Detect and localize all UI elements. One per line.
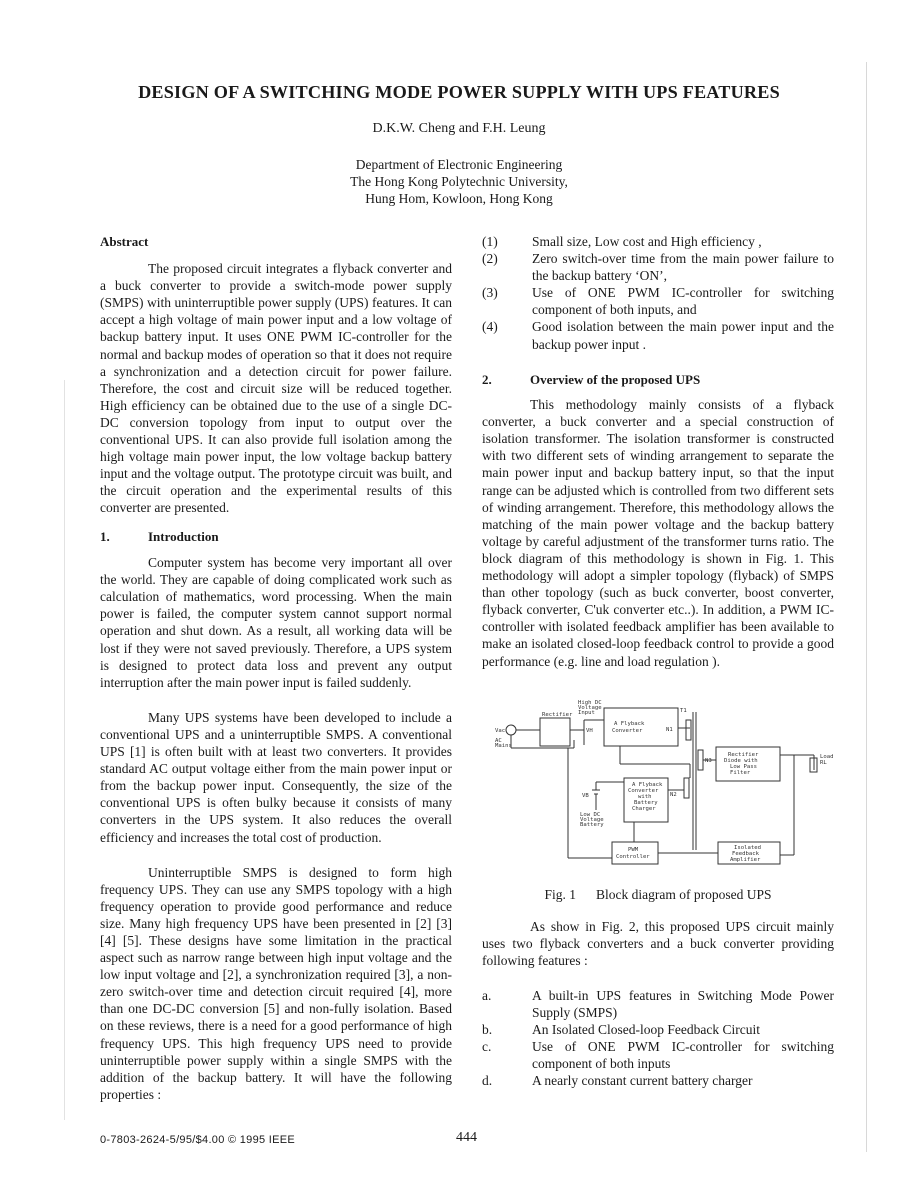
vac-label: Vac	[495, 728, 506, 734]
pwm-label: PWM	[628, 847, 639, 853]
flyback-top-label: A Flyback	[614, 721, 645, 727]
isolated-fb-label: Amplifier	[730, 857, 761, 863]
pwm-label: Controller	[616, 854, 650, 860]
high-dc-label: High DC	[578, 700, 602, 706]
flyback-bottom-label: Converter	[628, 788, 659, 794]
flyback-bottom-label: with	[638, 794, 652, 800]
vh-label: VH	[586, 728, 593, 734]
rectifier-label: Rectifier	[542, 712, 573, 718]
affiliation	[0, 156, 918, 207]
list-item-text: A nearly constant current battery charger	[532, 1073, 753, 1089]
ac-mains-label: AC	[495, 738, 502, 744]
list-item-text: A built-in UPS features in Switching Mode Power Supply (SMPS)	[532, 988, 834, 1021]
figure-caption	[482, 887, 834, 903]
n1-label: N1	[666, 727, 673, 733]
introduction-section	[100, 528, 452, 1103]
paragraph: This methodology mainly consists of a flyback converter, a buck converter and a special construction of isolation transformer. The isolation transformer is constructed with two different sets of winding arrangement to separate the main power input and backup battery input, so that the input range can be adjusted which is controlled from two different sets of winding arrangement. Therefore, this methodology allows the matching of the main power voltage and the backup battery voltage by careful adjustment of the transformer turns ratio. The block diagram of this methodology is shown in Fig. 1. This methodology will adopt a simpler topology (flyback) of SMPS than other topology (such as buck converter, boost converter, flyback converter, C'uk converter etc..). In addition, a PWM IC-controller with isolated feedback amplifier has been available to make an isolated closed-loop feedback control to provide a good performance (e.g. line and load regulation ).	[482, 397, 834, 669]
flyback-bottom-label: A Flyback	[632, 782, 663, 788]
affiliation-line: The Hong Kong Polytechnic University,	[350, 174, 568, 189]
page-edge-line	[866, 62, 867, 1152]
section-number: 2.	[482, 372, 492, 387]
affiliation-line: Department of Electronic Engineering	[355, 157, 563, 172]
n3-label: N3	[705, 758, 712, 764]
list-marker: c.	[482, 1039, 492, 1055]
low-dc-label: Battery	[580, 822, 604, 828]
features-list	[482, 987, 834, 1090]
authors: D.K.W. Cheng and F.H. Leung	[372, 121, 546, 136]
copyright-code: 0-7803-2624-5/95/$4.00 © 1995 IEEE	[100, 1134, 296, 1146]
list-marker: (1)	[482, 234, 498, 249]
list-item-text: Use of ONE PWM IC-controller for switching component of both inputs	[532, 1039, 834, 1072]
paragraph: Uninterruptible SMPS is designed to form high frequency UPS. They can use any SMPS topology with a high frequency operation to provide good performance and reduce size. Many high frequency UPS have been presented in [2] [3] [4] [5]. These designs have some limitation in the practical aspect such as narrow range between high input voltage and the low input voltage and [2], a synchronization required [3], a non-zero switch-over time and detection circuit required [4], more than one DC-DC conversion [5] and non-fully isolation. Based on these reviews, there is a need for a good performance of high frequency UPS. This high frequency UPS need to provide uninterruptible power supply within a single SMPS with the addition of the backup battery. It will have the following properties :	[100, 864, 452, 1102]
vb-label: VB	[582, 793, 589, 799]
list-item	[482, 318, 834, 352]
list-marker: b.	[482, 1022, 493, 1038]
list-item-text: Small size, Low cost and High efficiency ,	[532, 234, 762, 249]
pwm-controller-box	[612, 842, 658, 864]
list-item-text: An Isolated Closed-loop Feedback Circuit	[532, 1022, 760, 1038]
properties-list	[482, 233, 834, 353]
list-marker: (2)	[482, 251, 498, 267]
affiliation-line: Hung Hom, Kowloon, Hong Kong	[365, 191, 553, 206]
list-item	[482, 284, 834, 318]
list-marker: a.	[482, 988, 492, 1003]
flyback-bottom-label: Battery	[634, 800, 658, 806]
list-item-text: Good isolation between the main power input and the backup power input .	[532, 319, 834, 352]
block-diagram	[494, 700, 840, 868]
low-dc-label: Voltage	[580, 817, 604, 823]
list-marker: (3)	[482, 285, 498, 301]
scan-margin-line	[64, 380, 65, 1120]
caption-text: Block diagram of proposed UPS	[596, 887, 772, 902]
paragraph: As show in Fig. 2, this proposed UPS circuit mainly uses two flyback converters and a buck converter providing following features :	[482, 919, 834, 969]
paper-title: DESIGN OF A SWITCHING MODE POWER SUPPLY WITH UPS FEATURES	[138, 82, 780, 102]
abstract-text: The proposed circuit integrates a flyback converter and a buck converter to provide a switch-mode power supply (SMPS) with uninterruptible power supply (UPS) features. It can accept a high voltage of main power input and a low voltage of backup battery input. It uses ONE PWM IC-controller for the normal and backup modes of operation so that it does not require a synchronization and a detection circuit for power failure. Therefore, the cost and circuit size will be reduced together. High efficiency can be obtained due to the use of a single DC-DC conversion topology from input to output over the conventional UPS. It can also provide full isolation among the high voltage main power input, the low voltage backup battery input and the voltage output. The prototype circuit was built, and the circuit operation and the experimental results of this converter are presented.	[100, 261, 452, 516]
load-label: Load	[820, 754, 834, 760]
abstract-block	[100, 233, 452, 517]
high-dc-label: Voltage	[578, 705, 602, 711]
list-item-text: Zero switch-over time from the main power failure to the backup battery ‘ON’,	[532, 251, 834, 284]
list-item	[482, 987, 834, 1021]
paragraph: Many UPS systems have been developed to include a conventional UPS and a uninterruptible SMPS. A conventional UPS [1] is often built with at least two converters. It provides standard AC output voltage either from the main power input or from the backup power input. Consequently, the size of the conventional UPS is often bulky because it consists of many converters in the UPS system. It also reduces the overall efficiency and increases the total cost of production.	[100, 709, 452, 845]
section-heading	[100, 528, 452, 545]
flyback-bottom-label: Charger	[632, 806, 656, 812]
flyback-top-label: Converter	[612, 728, 643, 734]
list-item	[482, 1072, 834, 1089]
n2-label: N2	[670, 792, 677, 798]
fig2-intro	[482, 918, 834, 969]
isolated-fb-label: Feedback	[732, 851, 759, 857]
low-dc-label: Low DC	[580, 812, 601, 818]
load-label: RL	[820, 760, 827, 766]
abstract-heading: Abstract	[100, 234, 149, 249]
figure-block-diagram	[494, 700, 840, 868]
list-item	[482, 250, 834, 284]
ac-source-symbol	[506, 725, 516, 735]
list-item	[482, 1021, 834, 1038]
rect-filter-label: Low Pass	[730, 764, 757, 770]
list-marker: (4)	[482, 319, 498, 335]
overview-section	[482, 371, 834, 670]
section-title: Introduction	[148, 529, 219, 544]
list-marker: d.	[482, 1073, 493, 1089]
isolated-fb-label: Isolated	[734, 845, 761, 851]
t1-label: T1	[680, 708, 687, 714]
section-number: 1.	[100, 529, 110, 544]
list-item-text: Use of ONE PWM IC-controller for switching component of both inputs, and	[532, 285, 834, 318]
rect-filter-label: Rectifier	[728, 752, 759, 758]
page-number: 444	[456, 1130, 477, 1145]
rect-filter-label: Diode with	[724, 758, 758, 764]
ac-mains-label: Mains	[495, 743, 512, 749]
rectifier-box	[540, 718, 570, 746]
list-item	[482, 1038, 834, 1072]
caption-label: Fig. 1	[544, 887, 577, 902]
paragraph: Computer system has become very important all over the world. They are capable of doing complicated work such as calculation of mathematics, word processing. When the main power is failed, the computer system cannot support normal operation and shut down. As a result, all working data will be lost if they were not saved previously. Therefore, a UPS system is designed to protect data loss and prevent any output interruption after the main power input is failed suddenly.	[100, 555, 452, 690]
high-dc-label: Input	[578, 710, 595, 716]
section-title: Overview of the proposed UPS	[530, 372, 701, 387]
list-item	[482, 233, 834, 250]
rect-filter-label: Filter	[730, 770, 751, 776]
section-heading	[482, 371, 834, 388]
